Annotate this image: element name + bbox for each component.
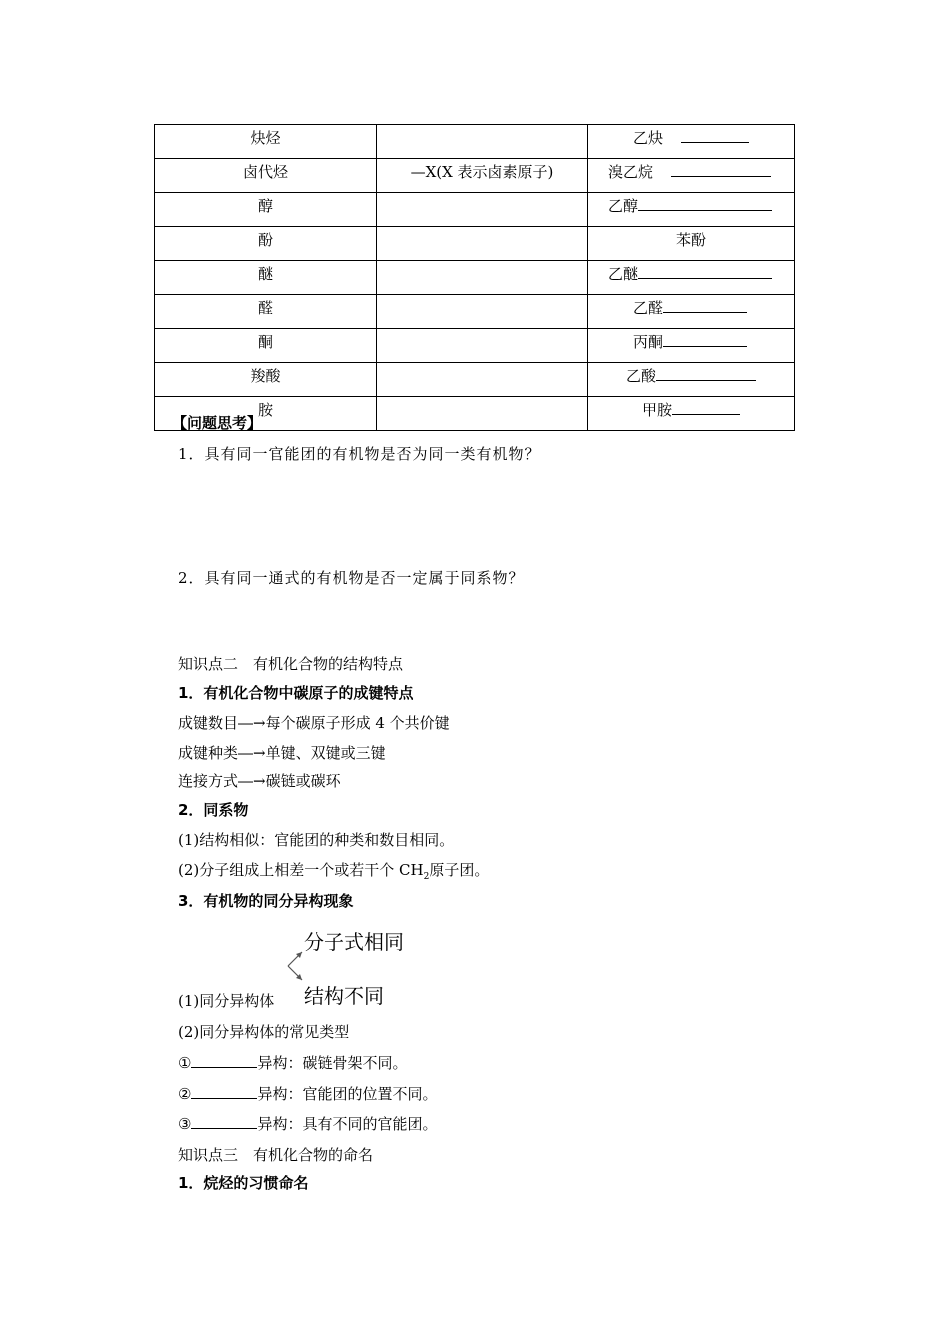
isomer-diagram (284, 924, 424, 1008)
example-name: 乙醚 (608, 265, 639, 283)
class-cell: 卤代烃 (155, 159, 377, 193)
group-cell (377, 295, 588, 329)
item-text: 异构：官能团的位置不同。 (257, 1085, 438, 1103)
text-line: (2)同分异构体的常见类型 (178, 1023, 350, 1041)
question-2: 2．具有同一通式的有机物是否一定属于同系物？ (178, 569, 525, 587)
fill-item (178, 1083, 437, 1104)
table-row (155, 295, 795, 329)
example-name: 乙醛 (633, 299, 664, 317)
subsection-title: 2．同系物 (178, 801, 249, 819)
example-name: 丙酮 (633, 333, 664, 351)
group-cell (377, 125, 588, 159)
table-row (155, 363, 795, 397)
subscript: 2 (423, 872, 430, 882)
group-cell (377, 193, 588, 227)
subsection-title: 3．有机物的同分异构现象 (178, 892, 354, 910)
subsection-title: 1．烷烃的习惯命名 (178, 1174, 309, 1192)
class-cell: 醇 (155, 193, 377, 227)
answer-blank[interactable] (663, 332, 747, 347)
diagram-bottom-label: 结构不同 (304, 984, 384, 1008)
answer-blank[interactable] (191, 1114, 257, 1129)
answer-blank[interactable] (656, 366, 756, 381)
answer-blank[interactable] (681, 128, 749, 143)
answer-blank[interactable] (663, 298, 747, 313)
answer-blank[interactable] (672, 400, 740, 415)
group-cell: —X(X 表示卤素原子) (377, 159, 588, 193)
class-cell: 酮 (155, 329, 377, 363)
table-row (155, 193, 795, 227)
answer-blank[interactable] (191, 1053, 257, 1068)
text-fragment: 原子团。 (429, 861, 490, 879)
item-marker: ③ (178, 1115, 192, 1133)
example-cell (588, 227, 795, 261)
example-name: 乙炔 (633, 129, 664, 147)
text-line: (1)结构相似：官能团的种类和数目相同。 (178, 831, 455, 849)
fill-item (178, 1052, 407, 1073)
class-cell: 醛 (155, 295, 377, 329)
example-cell (588, 125, 795, 159)
branch-arrow-icon (284, 946, 306, 986)
subsection-title: 1．有机化合物中碳原子的成键特点 (178, 684, 414, 702)
text-fragment: (2)分子组成上相差一个或若干个 CH (178, 861, 424, 879)
class-cell: 醚 (155, 261, 377, 295)
class-cell: 酚 (155, 227, 377, 261)
table-row (155, 329, 795, 363)
example-name: 乙醇 (608, 197, 639, 215)
diagram-top-label: 分子式相同 (304, 930, 404, 954)
item-text: 异构：碳链骨架不同。 (257, 1054, 408, 1072)
example-cell (588, 261, 795, 295)
item-text: 异构：具有不同的官能团。 (257, 1115, 438, 1133)
text-line: 成键种类―→单键、双键或三键 (178, 744, 386, 762)
table-row (155, 125, 795, 159)
group-cell (377, 397, 588, 431)
section-title-k2: 知识点二 有机化合物的结构特点 (178, 655, 404, 673)
example-name: 乙酸 (626, 367, 657, 385)
functional-group-table (154, 124, 795, 431)
group-cell (377, 261, 588, 295)
section-title-k3: 知识点三 有机化合物的命名 (178, 1146, 374, 1164)
class-cell: 胺 (155, 397, 377, 431)
answer-blank[interactable] (191, 1084, 257, 1099)
text-line (178, 859, 489, 882)
questions-heading: 【问题思考】 (172, 414, 263, 432)
item-marker: ① (178, 1054, 192, 1072)
example-cell (588, 363, 795, 397)
fill-item (178, 1113, 437, 1134)
example-name: 苯酚 (675, 231, 706, 249)
example-cell (588, 397, 795, 431)
example-cell (588, 329, 795, 363)
class-cell: 炔烃 (155, 125, 377, 159)
example-cell (588, 295, 795, 329)
example-cell (588, 193, 795, 227)
answer-blank[interactable] (671, 162, 771, 177)
table-row (155, 227, 795, 261)
question-1: 1．具有同一官能团的有机物是否为同一类有机物？ (178, 445, 541, 463)
text-line: 连接方式―→碳链或碳环 (178, 772, 341, 790)
class-cell: 羧酸 (155, 363, 377, 397)
group-cell (377, 363, 588, 397)
example-name: 溴乙烷 (608, 163, 654, 181)
example-name: 甲胺 (642, 401, 673, 419)
item-marker: ② (178, 1085, 192, 1103)
table-row (155, 159, 795, 193)
answer-blank[interactable] (638, 264, 772, 279)
group-cell (377, 227, 588, 261)
table-row (155, 261, 795, 295)
answer-blank[interactable] (638, 196, 772, 211)
example-cell (588, 159, 795, 193)
group-cell (377, 329, 588, 363)
text-line: (1)同分异构体 (178, 992, 275, 1010)
text-line: 成键数目―→每个碳原子形成 4 个共价键 (178, 714, 450, 732)
